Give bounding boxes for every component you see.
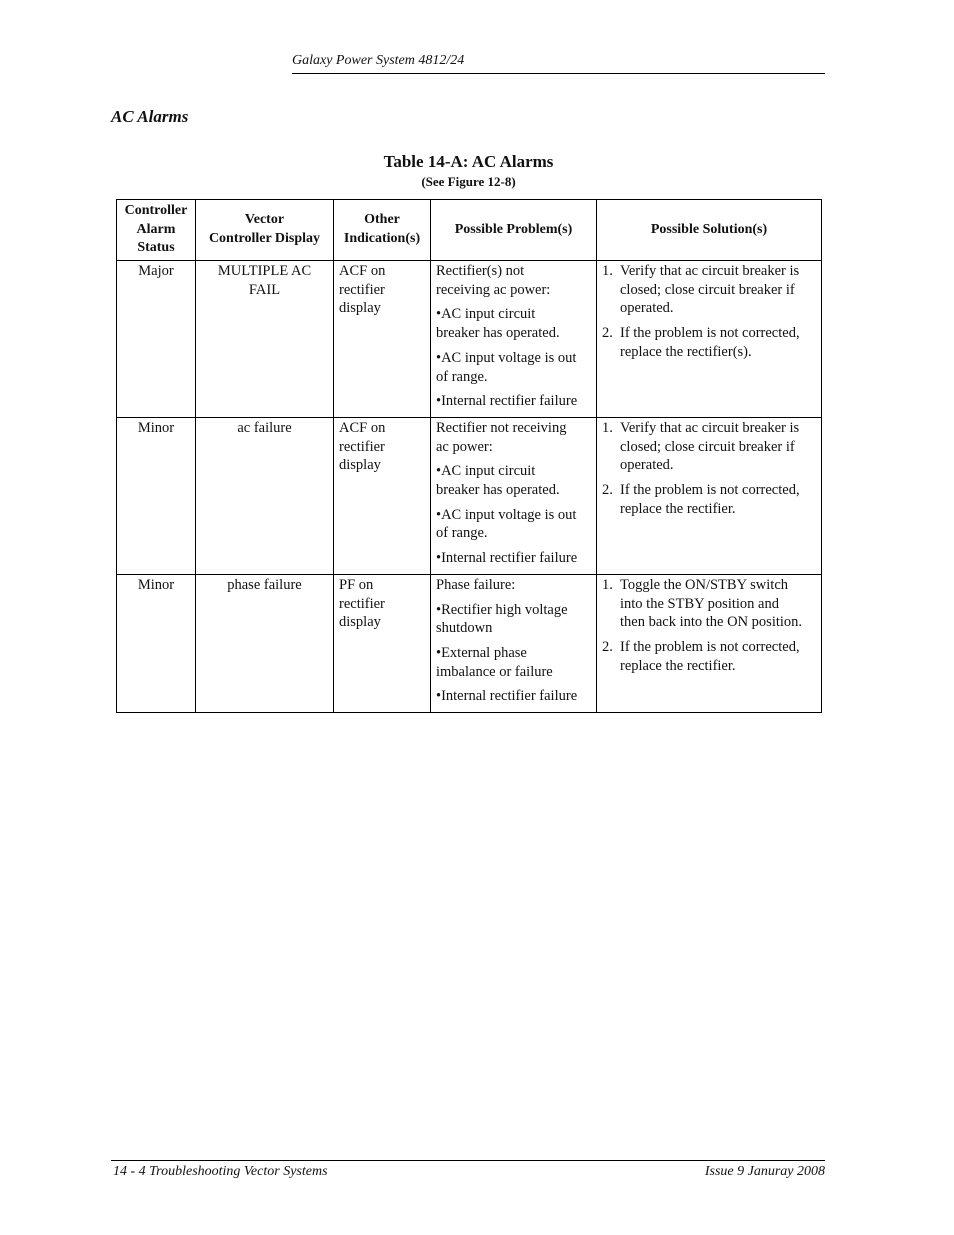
header-line: Alarm xyxy=(136,221,176,237)
header-line: Other xyxy=(364,212,400,228)
problem-bullet xyxy=(436,549,591,568)
footer-page-section: 14 - 4 Troubleshooting Vector Systems xyxy=(113,1164,328,1179)
solution-line: replace the rectifier. xyxy=(620,500,736,517)
running-header-title: Galaxy Power System 4812/24 xyxy=(292,53,465,68)
solution-line: Verify that ac circuit breaker is xyxy=(620,263,800,279)
other-indication-line: PF on xyxy=(339,576,374,593)
problem-bullet-line: imbalance or failure xyxy=(436,663,553,680)
possible-solutions-cell xyxy=(597,574,822,712)
possible-solutions-cell xyxy=(597,261,822,418)
possible-solutions-cell xyxy=(597,417,822,574)
table-title: Table 14-A: AC Alarms xyxy=(383,152,554,171)
header-line: Controller xyxy=(124,202,188,218)
table-body xyxy=(117,261,822,713)
other-indication-line: rectifier xyxy=(339,281,385,298)
alarm-status-cell xyxy=(117,261,196,418)
problem-bullet xyxy=(436,506,591,543)
header-line: Possible Solution(s) xyxy=(650,221,768,237)
problem-bullet xyxy=(436,392,591,411)
header-controller-alarm-status xyxy=(117,200,196,261)
solution-number: 2. xyxy=(602,482,613,499)
controller-display-cell xyxy=(196,574,334,712)
solution-item xyxy=(602,481,816,518)
problem-bullet-line: •Rectifier high voltage xyxy=(436,601,568,618)
running-header xyxy=(292,52,825,74)
footer-issue-date: Issue 9 Januray 2008 xyxy=(704,1164,825,1179)
solution-line: replace the rectifier. xyxy=(620,657,736,674)
table-row xyxy=(117,574,822,712)
table-header-row xyxy=(117,200,822,261)
solution-line: If the problem is not corrected, xyxy=(620,325,800,342)
ac-alarms-table xyxy=(116,199,822,713)
header-line: Vector xyxy=(244,212,285,228)
solution-list xyxy=(602,419,816,519)
problem-bullet-line: breaker has operated. xyxy=(436,482,560,499)
alarm-status: Major xyxy=(138,263,174,279)
solution-item xyxy=(602,419,816,475)
header-line: Possible Problem(s) xyxy=(454,221,573,237)
header-possible-problems xyxy=(431,200,597,261)
problem-bullet xyxy=(436,644,591,681)
solution-line: Verify that ac circuit breaker is xyxy=(620,419,800,436)
problem-intro-line: Rectifier(s) not xyxy=(436,263,525,279)
other-indication-line: ACF on xyxy=(339,263,386,279)
other-indication-line: display xyxy=(339,457,381,474)
solution-line: operated. xyxy=(620,300,674,317)
other-indication-line: display xyxy=(339,614,381,631)
other-indication-line: rectifier xyxy=(339,595,385,612)
possible-problems-cell xyxy=(431,574,597,712)
problem-bullet xyxy=(436,462,591,499)
running-footer xyxy=(111,1160,825,1179)
solution-line: operated. xyxy=(620,457,674,474)
controller-display-cell xyxy=(196,261,334,418)
solution-line: into the STBY position and xyxy=(620,595,779,612)
possible-problems-cell xyxy=(431,417,597,574)
header-line: Status xyxy=(137,240,175,256)
problem-bullet-line: •AC input voltage is out xyxy=(436,506,577,523)
problem-bullet-line: •Internal rectifier failure xyxy=(436,550,578,567)
other-indication-line: display xyxy=(339,300,381,317)
alarm-status-cell xyxy=(117,574,196,712)
solution-number: 1. xyxy=(602,419,613,436)
solution-item xyxy=(602,576,816,632)
problem-intro xyxy=(436,576,591,595)
solution-line: If the problem is not corrected, xyxy=(620,482,800,499)
other-indication-cell xyxy=(334,574,431,712)
controller-display-line: MULTIPLE AC xyxy=(217,263,312,279)
other-indication-cell xyxy=(334,261,431,418)
problem-intro-line: receiving ac power: xyxy=(436,281,551,298)
header-line: Indication(s) xyxy=(343,231,421,246)
possible-problems-cell xyxy=(431,261,597,418)
problem-bullet-line: •AC input voltage is out xyxy=(436,349,577,366)
problem-bullet-line: •AC input circuit xyxy=(436,306,536,323)
table-row xyxy=(117,417,822,574)
solution-line: replace the rectifier(s). xyxy=(620,343,752,360)
header-line: Controller Display xyxy=(208,231,321,246)
problem-bullet xyxy=(436,601,591,638)
other-indication-line: rectifier xyxy=(339,438,385,455)
solution-number: 1. xyxy=(602,576,613,593)
problem-intro xyxy=(436,419,591,456)
solution-item xyxy=(602,638,816,675)
solution-number: 1. xyxy=(602,263,613,279)
solution-list xyxy=(602,262,816,362)
solution-item xyxy=(602,324,816,361)
problem-intro xyxy=(436,262,591,299)
problem-bullet-line: •Internal rectifier failure xyxy=(436,688,578,705)
problem-bullet-line: •Internal rectifier failure xyxy=(436,393,578,410)
alarm-status: Minor xyxy=(137,419,175,436)
header-vector-controller-display xyxy=(196,200,334,261)
other-indication-cell xyxy=(334,417,431,574)
solution-line: closed; close circuit breaker if xyxy=(620,281,795,298)
table-subtitle: (See Figure 12-8) xyxy=(421,174,516,189)
solution-number: 2. xyxy=(602,325,613,342)
solution-list xyxy=(602,576,816,676)
solution-line: If the problem is not corrected, xyxy=(620,638,800,655)
problem-bullet xyxy=(436,687,591,706)
other-indication-line: ACF on xyxy=(339,419,386,436)
alarm-status-cell xyxy=(117,417,196,574)
problem-bullet-line: breaker has operated. xyxy=(436,325,560,342)
solution-item xyxy=(602,262,816,318)
controller-display-line: phase failure xyxy=(227,576,302,593)
problem-bullet-line: •AC input circuit xyxy=(436,463,536,480)
problem-bullet-line: •External phase xyxy=(436,644,527,661)
header-other-indications xyxy=(334,200,431,261)
problem-bullet xyxy=(436,349,591,386)
problem-bullet xyxy=(436,305,591,342)
solution-number: 2. xyxy=(602,638,613,655)
alarm-status: Minor xyxy=(137,576,175,593)
solution-line: then back into the ON position. xyxy=(620,614,803,631)
table-row xyxy=(117,261,822,418)
section-title: AC Alarms xyxy=(111,107,189,126)
controller-display-line: ac failure xyxy=(237,419,292,436)
problem-bullet-line: of range. xyxy=(436,525,488,542)
controller-display-cell xyxy=(196,417,334,574)
problem-intro-line: Phase failure: xyxy=(436,576,516,593)
controller-display-line: FAIL xyxy=(248,281,281,298)
problem-intro-line: ac power: xyxy=(436,438,493,455)
problem-intro-line: Rectifier not receiving xyxy=(436,419,567,436)
problem-bullet-line: of range. xyxy=(436,368,488,385)
problem-bullet-line: shutdown xyxy=(436,620,493,637)
solution-line: Toggle the ON/STBY switch xyxy=(620,576,789,593)
header-possible-solutions xyxy=(597,200,822,261)
table-caption xyxy=(116,151,821,191)
solution-line: closed; close circuit breaker if xyxy=(620,438,795,455)
